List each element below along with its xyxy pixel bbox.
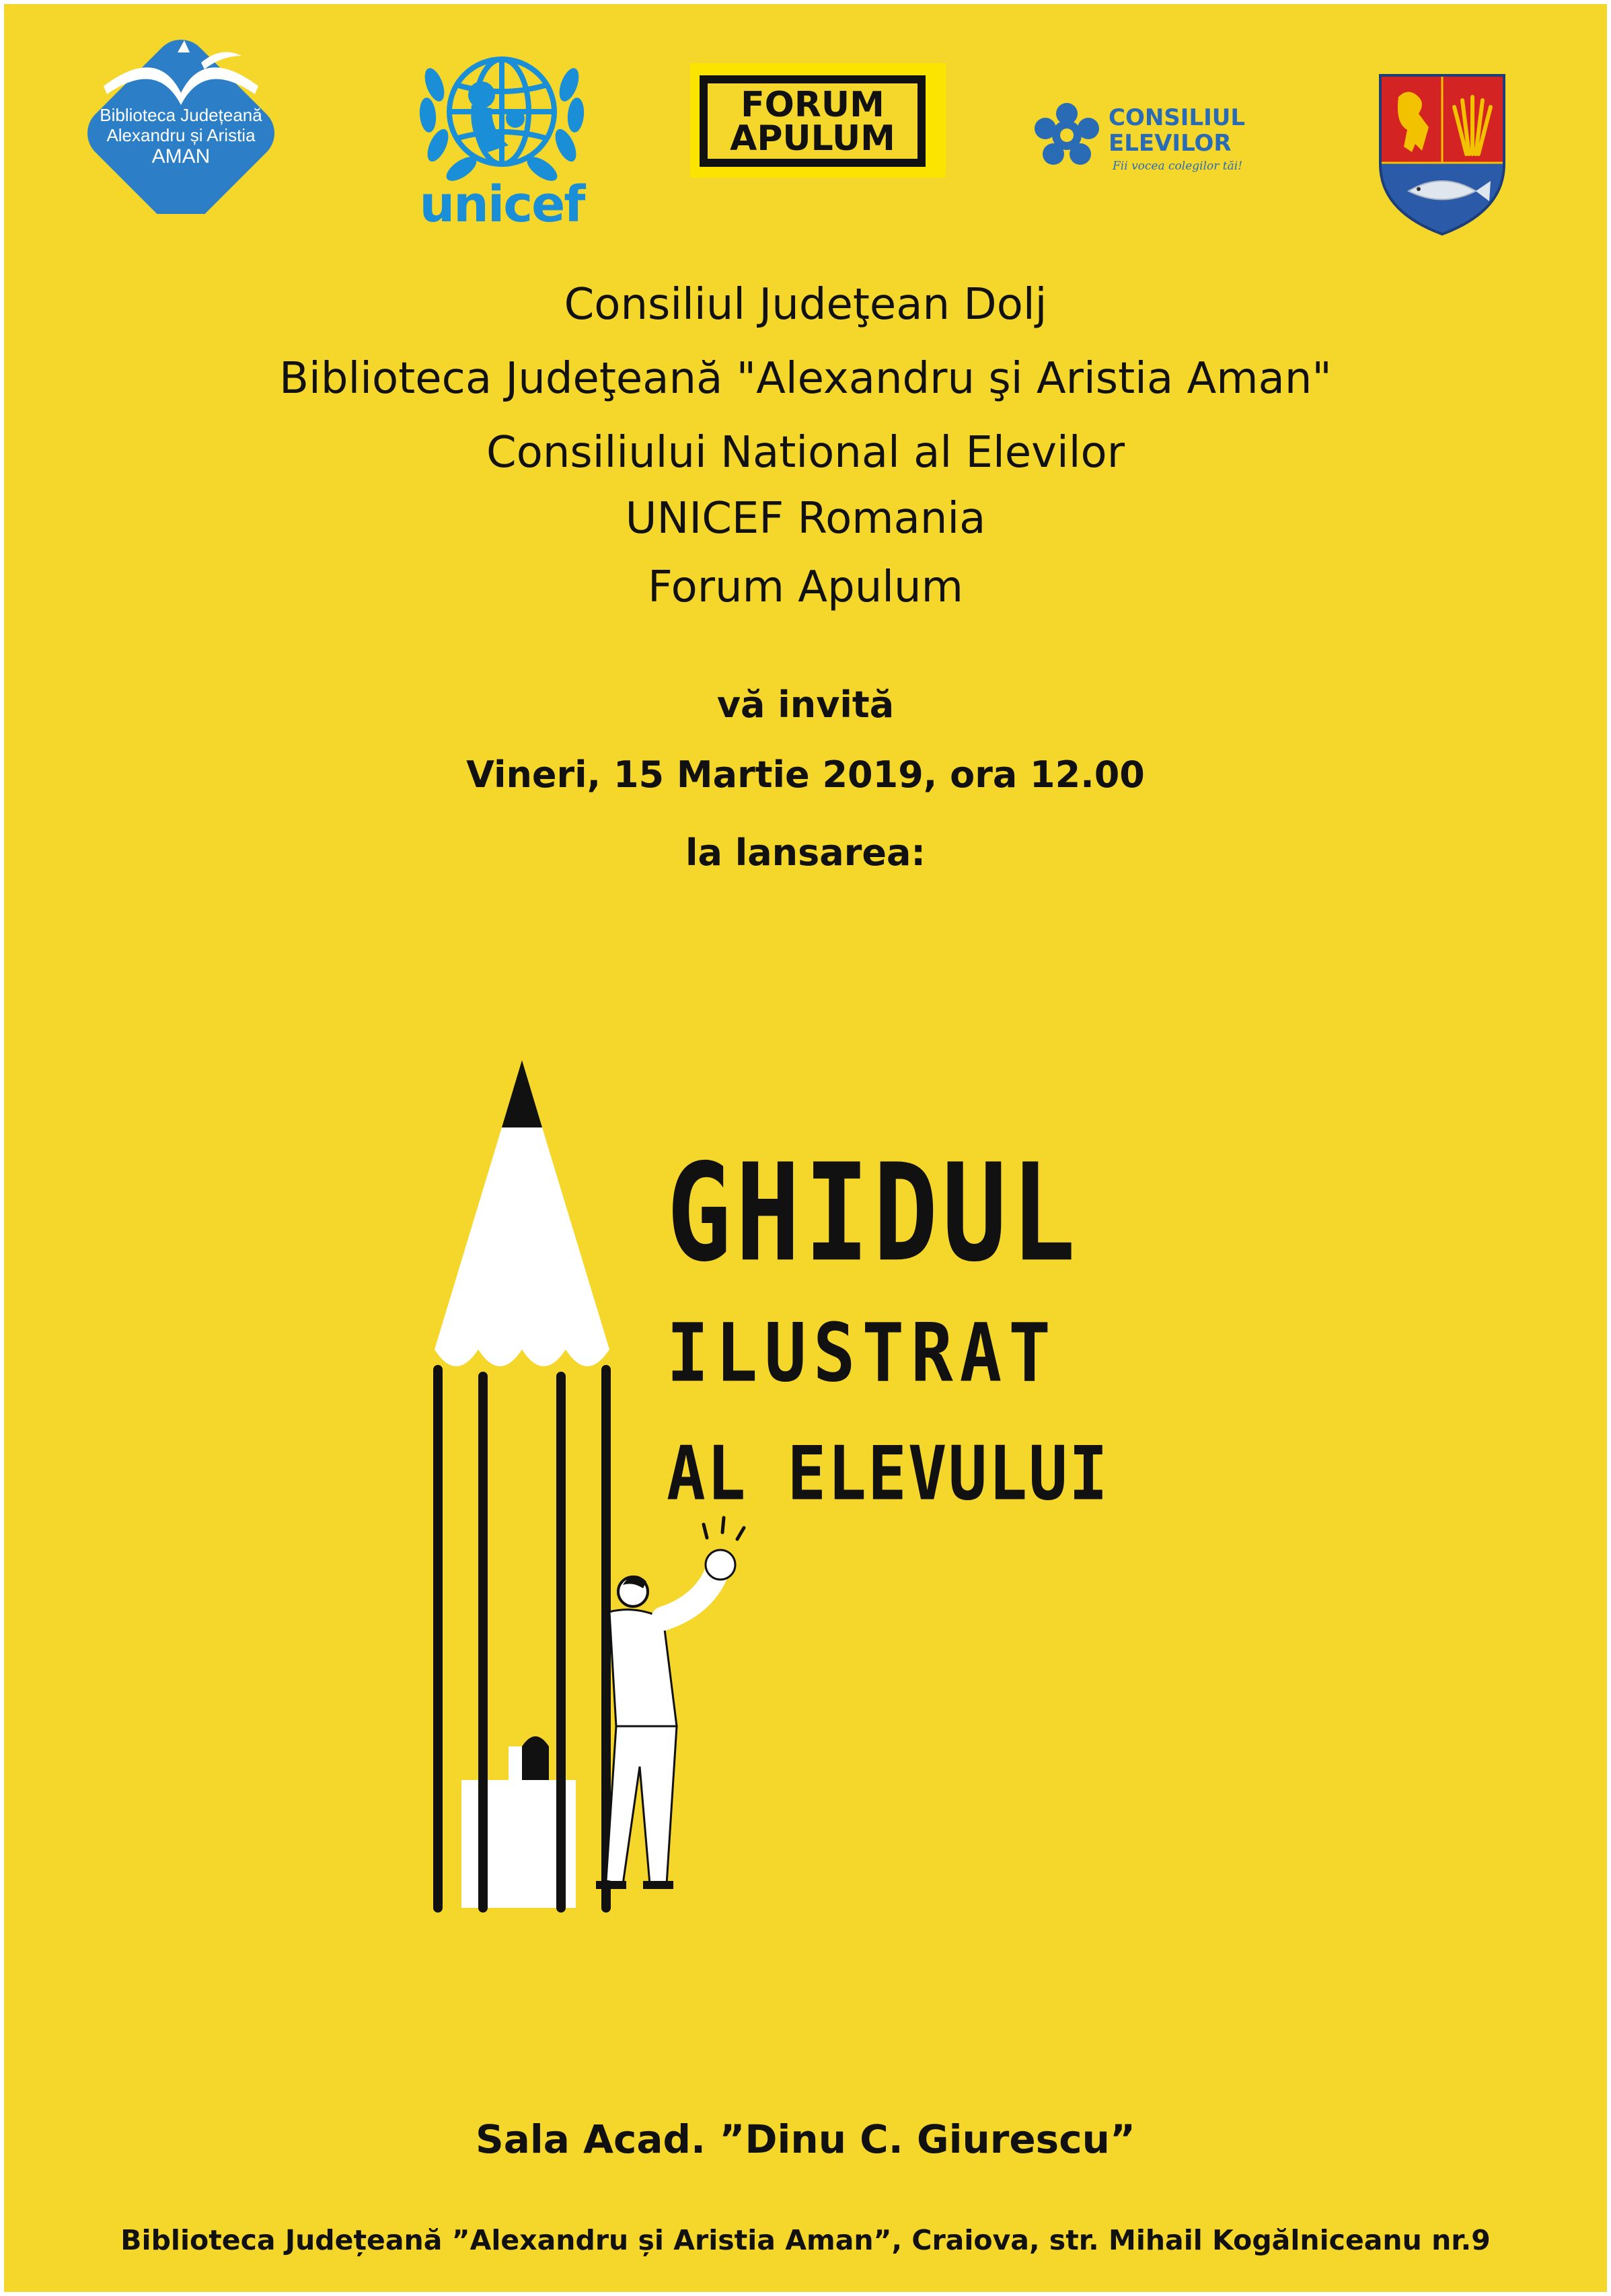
forum-apulum-logo: [690, 63, 946, 184]
unicef-logo-text: unicef: [419, 176, 585, 233]
biblioteca-logo-line3: AMAN: [151, 145, 211, 168]
flower-icon: [1033, 102, 1100, 169]
dolj-coat-of-arms: [1375, 70, 1509, 238]
organizer-line-5: Forum Apulum: [648, 562, 963, 612]
biblioteca-logo-line1: Biblioteca Județeană: [100, 105, 262, 125]
invite-line: vă invită: [716, 683, 895, 726]
coat-of-arms-icon: [1375, 70, 1509, 238]
organizer-line-2: Biblioteca Judeţeană "Alexandru şi Aristia Aman": [279, 354, 1332, 404]
event-date: Vineri, 15 Martie 2019, ora 12.00: [466, 753, 1145, 796]
consiliul-logo-line2: ELEVILOR: [1109, 130, 1232, 157]
venue-address: Biblioteca Județeană ”Alexandru și Aristia Aman”, Craiova, str. Mihail Kogălniceanu nr.9: [120, 2224, 1491, 2256]
book-title-line3: AL ELEVULUI: [667, 1430, 1109, 1517]
launch-line: la lansarea:: [685, 831, 926, 874]
biblioteca-logo: [77, 39, 285, 214]
forum-logo-line2: APULUM: [730, 118, 895, 159]
book-title-line1: GHIDUL: [667, 1134, 1080, 1292]
organizer-line-4: UNICEF Romania: [625, 494, 986, 544]
consiliul-elevilor-logo: [1033, 102, 1248, 182]
organizer-line-3: Consiliului National al Elevilor: [486, 428, 1125, 478]
forum-logo-line1: FORUM: [741, 85, 885, 125]
venue-hall: Sala Acad. ”Dinu C. Giurescu”: [475, 2116, 1135, 2162]
consiliul-logo-tagline: Fii vocea colegilor tăi!: [1113, 159, 1243, 173]
organizer-line-1: Consiliul Judeţean Dolj: [564, 280, 1047, 330]
unicef-logo: [408, 38, 596, 233]
biblioteca-logo-line2: Alexandru și Aristia: [106, 125, 256, 145]
unicef-emblem-icon: [408, 38, 596, 192]
poster: [4, 4, 1607, 2292]
consiliul-logo-line1: CONSILIUL: [1109, 104, 1246, 131]
book-title-line2: ILUSTRAT: [667, 1306, 1057, 1401]
